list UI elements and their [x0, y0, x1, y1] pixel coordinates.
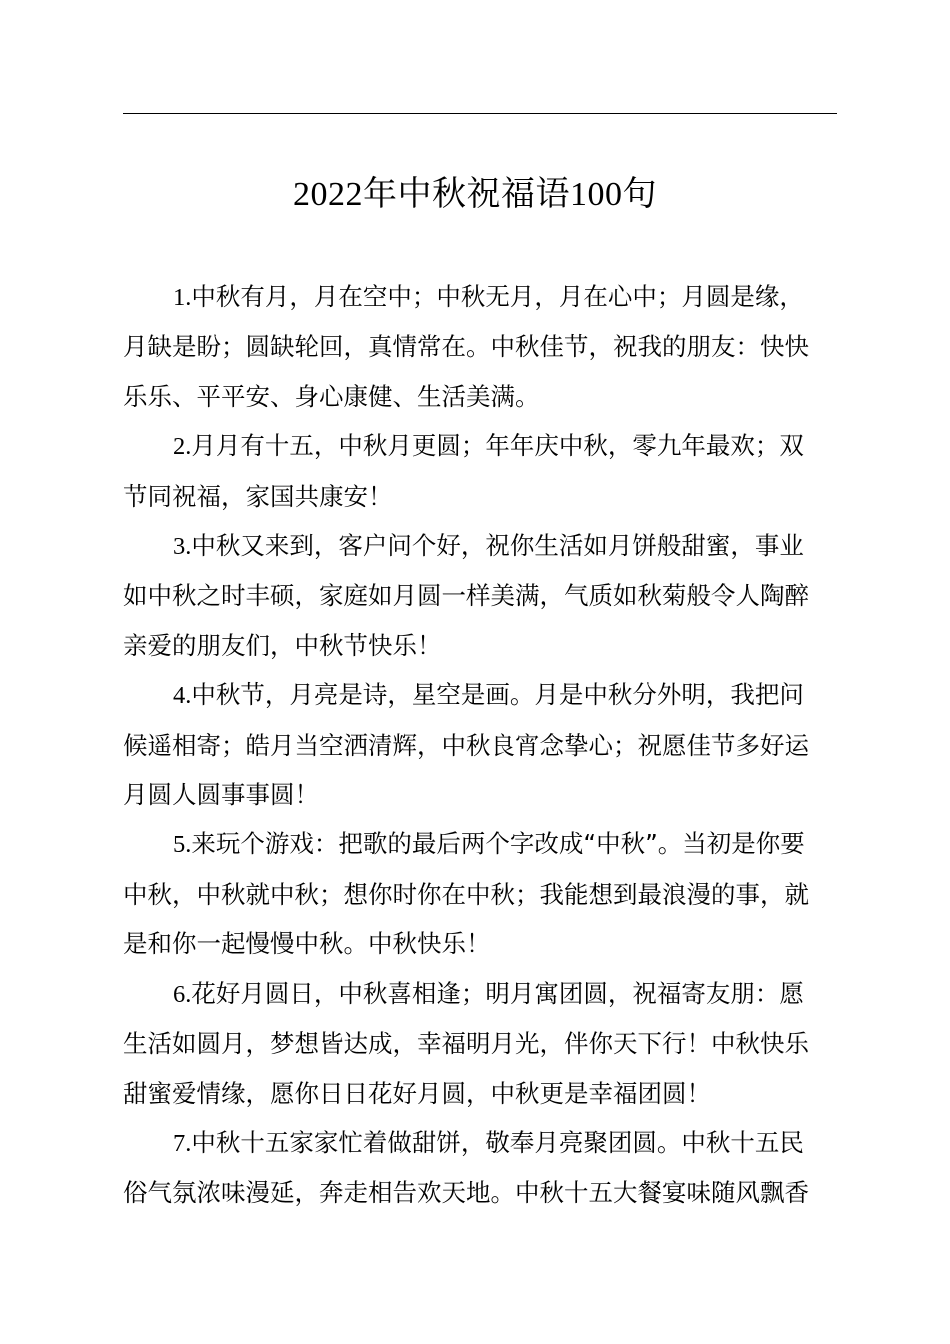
paragraph-number: 5. — [173, 831, 192, 859]
paragraph-line: 生活如圆月，梦想皆达成，幸福明月光，伴你天下行！中秋快乐 — [123, 1029, 809, 1059]
paragraph-number: 6. — [173, 980, 192, 1008]
paragraph-number: 1. — [173, 284, 192, 311]
paragraph-line: 甜蜜爱情缘，愿你日日花好月圆，中秋更是幸福团圆！ — [123, 1078, 711, 1108]
paragraph-line: 是和你一起慢慢中秋。中秋快乐！ — [123, 929, 491, 959]
paragraph-line: 乐乐、平平安、身心康健、生活美满。 — [123, 381, 540, 411]
paragraph-line: 中秋又来到，客户问个好，祝你生活如月饼般甜蜜，事业 — [191, 531, 804, 561]
paragraph-3 — [123, 521, 837, 670]
paragraph-line: 中秋有月，月在空中；中秋无月，月在心中；月圆是缘， — [191, 282, 804, 311]
paragraph-line: 候遥相寄；皓月当空洒清辉，中秋良宵念挚心；祝愿佳节多好运 — [123, 730, 809, 760]
paragraph-line: 月圆人圆事事圆！ — [123, 780, 319, 810]
paragraph-line: 中秋，中秋就中秋；想你时你在中秋；我能想到最浪漫的事，就 — [123, 879, 809, 909]
paragraph-4 — [123, 670, 837, 819]
header-rule — [123, 113, 837, 114]
paragraph-number: 4. — [173, 682, 192, 710]
paragraph-number: 2. — [173, 433, 192, 461]
paragraph-line: 如中秋之时丰硕，家庭如月圆一样美满，气质如秋菊般令人陶醉 — [123, 581, 809, 611]
paragraph-number: 3. — [173, 533, 192, 561]
paragraph-line: 中秋十五家家忙着做甜饼，敬奉月亮聚团圆。中秋十五民 — [191, 1127, 804, 1157]
paragraph-line: 节同祝福，家国共康安！ — [123, 481, 393, 511]
paragraph-1 — [123, 272, 837, 421]
paragraph-2 — [123, 421, 837, 521]
paragraph-6 — [123, 969, 837, 1118]
paragraph-number: 7. — [173, 1129, 192, 1157]
paragraph-5 — [123, 819, 837, 968]
document-title: 2022年中秋祝福语100句 — [293, 176, 657, 213]
document-body — [123, 272, 837, 1218]
paragraph-line: 月月有十五，中秋月更圆；年年庆中秋，零九年最欢；双 — [191, 431, 804, 461]
paragraph-line: 中秋节，月亮是诗，星空是画。月是中秋分外明，我把问 — [191, 680, 804, 710]
paragraph-line: 俗气氛浓味漫延，奔走相告欢天地。中秋十五大餐宴味随风飘香 — [123, 1178, 809, 1208]
paragraph-line: 月缺是盼；圆缺轮回，真情常在。中秋佳节，祝我的朋友：快快 — [123, 332, 809, 362]
paragraph-line: 花好月圆日，中秋喜相逢；明月寓团圆，祝福寄友朋：愿 — [191, 978, 804, 1008]
paragraph-7 — [123, 1118, 837, 1218]
paragraph-line: 来玩个游戏：把歌的最后两个字改成“中秋”。当初是你要 — [191, 829, 805, 859]
paragraph-line: 亲爱的朋友们，中秋节快乐！ — [123, 630, 442, 660]
